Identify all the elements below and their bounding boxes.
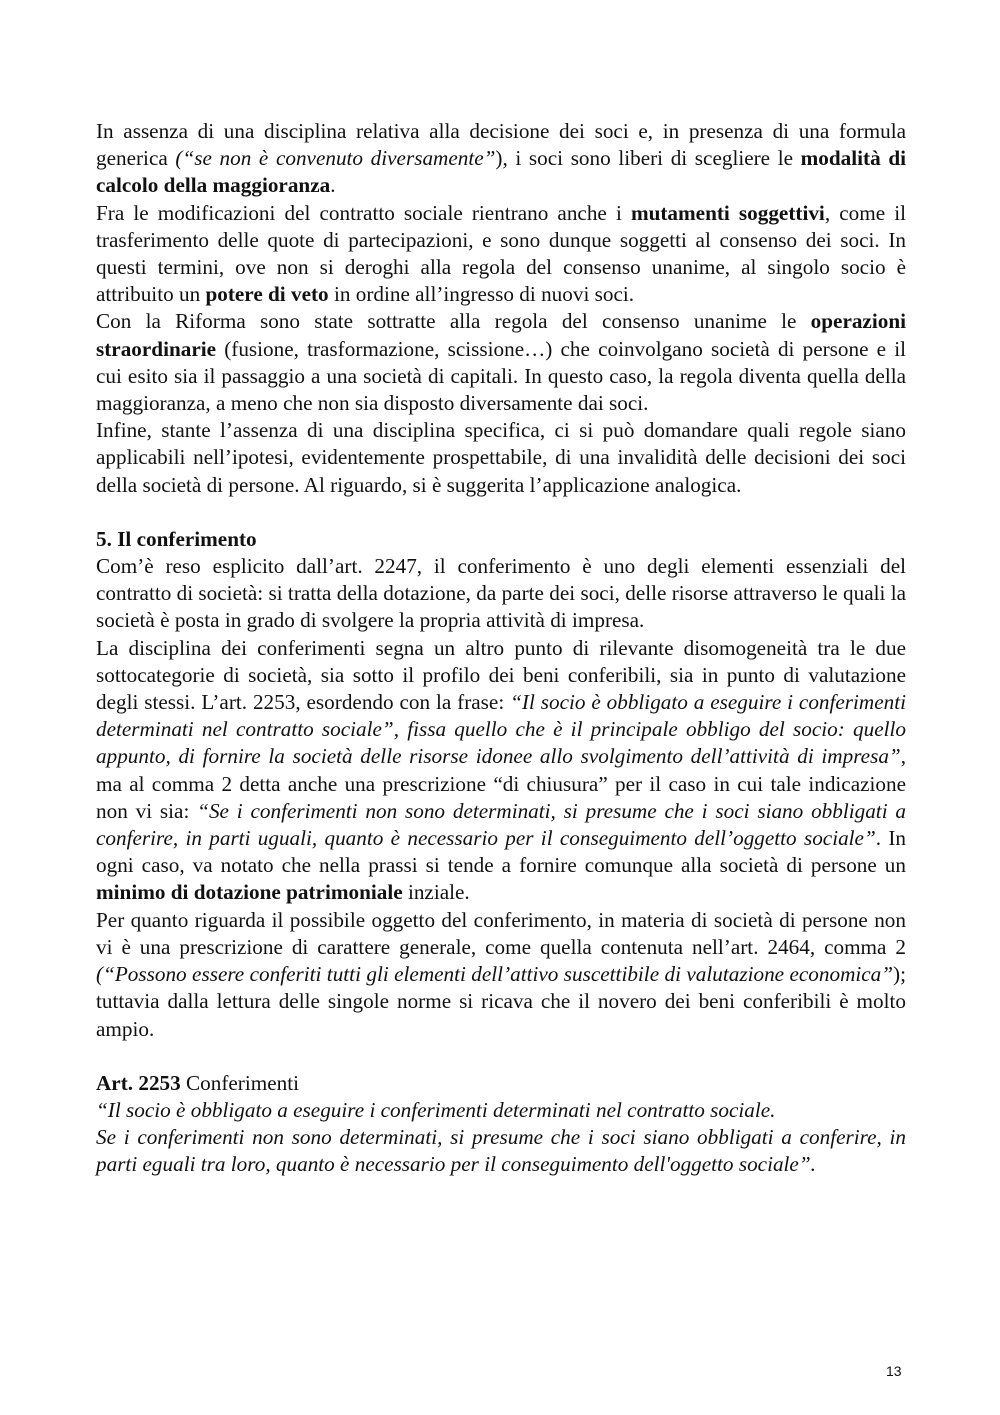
intro-paragraph-3: Con la Riforma sono state sottratte alla regola del consenso unanime le operazioni straordinarie (fusione, trasformazione, scissione…) che coinvolgano società di persone e il cui esito sia il passaggio a una società di capitali. In questo caso, la regola diventa quella della maggioranza, a meno che non sia disposto diversamente dai soci. xyxy=(96,309,906,416)
article-text-line-1: “Il socio è obbligato a eseguire i conferimenti determinati nel contratto sociale. xyxy=(96,1097,776,1122)
quoted-phrase: “Se i conferimenti non sono determinati, si presume che i soci siano obbligati a conferire, in parti uguali, quanto è necessario per il conseguimento dell’oggetto sociale” xyxy=(96,798,906,851)
page-number: 13 xyxy=(886,1363,902,1379)
intro-paragraph-2: Fra le modificazioni del contratto sociale rientrano anche i mutamenti soggettivi, come il trasferimento delle quote di partecipazioni, e sono dunque soggetti al consenso dei soci. In questi termini, ove non si deroghi alla regola del consenso unanime, al singolo socio è attribuito un potere di veto in ordine all’ingresso di nuovi soci. xyxy=(96,200,906,307)
intro-paragraph-4: Infine, stante l’assenza di una disciplina specifica, ci si può domandare quali regole siano applicabili nell’ipotesi, evidentemente prospettabile, di una invalidità delle decisioni dei soci della società di persone. Al riguardo, si è suggerita l’applicazione analogica. xyxy=(96,418,906,497)
spacer xyxy=(96,499,906,526)
spacer xyxy=(96,1043,906,1070)
section-paragraph-2: La disciplina dei conferimenti segna un altro punto di rilevante disomogeneità tra le due sottocategorie di società, sia sotto il profilo dei beni conferibili, sia in punto di valutazione degli stessi. L’art. 2253, esordendo con la frase: “Il socio è obbligato a eseguire i conferimenti determinati nel contratto sociale”, fissa quello che è il principale obbligo del socio: quello appunto, di fornire la società delle risorse idonee allo svolgimento dell’attività di impresa”, ma al comma 2 detta anche una prescrizione “di chiusura” per il caso in cui tale indicazione non vi sia: “Se i conferimenti non sono determinati, si presume che i soci siano obbligati a conferire, in parti uguali, quanto è necessario per il conseguimento dell’oggetto sociale”. In ogni caso, va notato che nella prassi si tende a fornire comunque alla società di persone un minimo di dotazione patrimoniale inziale. xyxy=(96,635,906,905)
article-name: Conferimenti xyxy=(180,1070,300,1095)
section-paragraph-1: Com’è reso esplicito dall’art. 2247, il conferimento è uno degli elementi essenziali del contratto di società: si tratta della dotazione, da parte dei soci, delle risorse attraverso le quali la società è posta in grado di svolgere la propria attività di impresa. xyxy=(96,554,906,633)
intro-paragraph-1: In assenza di una disciplina relativa alla decisione dei soci e, in presenza di una formula generica (“se non è convenuto diversamente”), i soci sono liberi di scegliere le modalità di calcolo della maggioranza. xyxy=(96,119,907,198)
section-heading: 5. Il conferimento xyxy=(96,526,257,551)
article-title xyxy=(96,1070,906,1097)
document-body xyxy=(96,118,906,1179)
bold-term: potere di veto xyxy=(205,282,329,307)
article-number: Art. 2253 xyxy=(96,1070,181,1095)
bold-term: mutamenti soggettivi xyxy=(630,200,825,225)
article-text-line-2: Se i conferimenti non sono determinati, si presume che i soci siano obbligati a conferire, in parti eguali tra loro, quanto è necessario per il conseguimento dell'oggetto sociale”. xyxy=(96,1125,906,1177)
bold-term: modalità di calcolo della maggioranza xyxy=(96,146,907,198)
quoted-phrase: “Il socio è obbligato a eseguire i conferimenti determinati nel contratto sociale”, fissa quello che è il principale obbligo del socio: quello appunto, di fornire la società delle risorse idonee allo svolgimento dell’attività di impresa” xyxy=(96,690,906,769)
quoted-phrase: (“se non è convenuto diversamente” xyxy=(175,146,496,171)
bold-term: operazioni straordinarie xyxy=(96,309,906,361)
quoted-phrase: (“Possono essere conferiti tutti gli elementi dell’attivo suscettibile di valutazione economica” xyxy=(96,962,894,987)
bold-term: minimo di dotazione patrimoniale xyxy=(96,880,403,905)
section-paragraph-3: Per quanto riguarda il possibile oggetto del conferimento, in materia di società di persone non vi è una prescrizione di carattere generale, come quella contenuta nell’art. 2464, comma 2 (“Possono essere conferiti tutti gli elementi dell’attivo suscettibile di valutazione economica”); tuttavia dalla lettura delle singole norme si ricava che il novero dei beni conferibili è molto ampio. xyxy=(96,907,906,1041)
